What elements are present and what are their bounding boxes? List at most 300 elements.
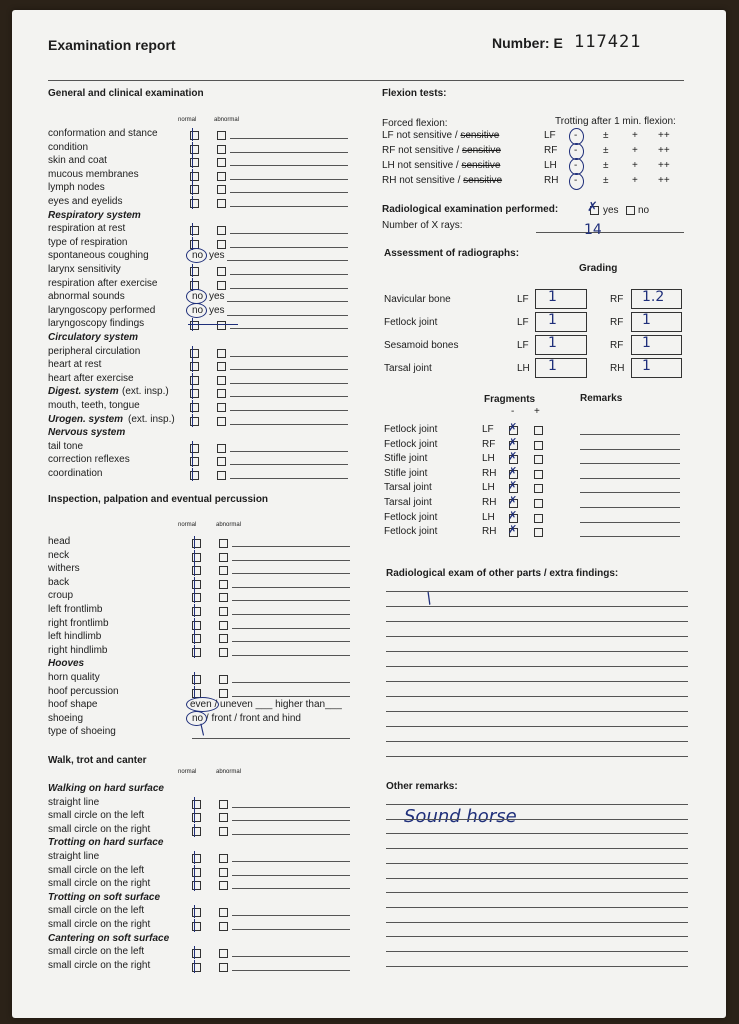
fragment-row-7-minus-mark: ✗ [508,523,518,537]
other-remarks-line-0[interactable] [386,804,688,805]
grading-row-1-label: Fetlock joint [384,317,438,328]
insp-8-abnormal-checkbox[interactable] [219,648,228,657]
resp-7-strike [188,324,238,325]
gen-1-line [230,152,348,153]
walk-3-1-abnormal-checkbox[interactable] [219,963,228,972]
grading-row-3-left-value[interactable]: 1 [548,358,557,374]
gen-4-normal-mark [192,182,193,195]
respiratory-heading: Respiratory system [48,209,141,221]
other-remarks-heading: Other remarks: [386,781,458,792]
insp-8-normal-mark [194,645,195,658]
gen-5-abnormal-checkbox[interactable] [217,199,226,208]
walk-1-1-abnormal-checkbox[interactable] [219,868,228,877]
grading-row-0-right-code: RF [610,294,624,305]
walk-2-1-normal-mark [194,919,195,932]
flexion-row-1-scale-3[interactable]: ++ [658,145,670,156]
walk-0-1-line [232,820,350,821]
hoof-0-abnormal-checkbox[interactable] [219,675,228,684]
grading-row-0-label: Navicular bone [384,294,451,305]
walk-0-0-abnormal-checkbox[interactable] [219,800,228,809]
inspection-heading: Inspection, palpation and eventual percussion [48,494,269,505]
resp-7-label: laryngoscopy findings [48,318,145,330]
nervous-heading: Nervous system [48,427,126,439]
insp-5-label: left frontlimb [48,604,103,615]
flexion-row-3-scale-3[interactable]: ++ [658,175,670,186]
grading-row-2-left-code: LF [517,340,529,351]
nerv-1-normal-mark [192,454,193,467]
flexion-row-0-scale-3[interactable]: ++ [658,130,670,141]
insp-1-abnormal-checkbox[interactable] [219,553,228,562]
resp-7-abnormal-checkbox[interactable] [217,321,226,330]
flexion-row-2-scale-2[interactable]: + [632,160,638,171]
resp-2-label: spontaneous coughing [48,250,149,262]
grading-row-3-left-box[interactable] [535,358,587,378]
insp-4-normal-mark [194,590,195,603]
shoeing-options: no / front / front and hind [192,712,301,724]
insp-7-label: left hindlimb [48,631,102,643]
fragment-row-4-label: Tarsal joint [384,482,432,494]
insp-6-line [232,628,350,629]
walk-1-0-line [232,861,350,862]
nerv-2-label: coordination [48,468,103,479]
gen-0-abnormal-checkbox[interactable] [217,131,226,140]
circ-0-abnormal-checkbox[interactable] [217,349,226,358]
circ-0-normal-mark [192,346,193,359]
hoof-0-line [232,682,350,683]
grading-row-0-right-value[interactable]: 1.2 [642,289,665,305]
resp-6-yes: yes [209,304,225,316]
urogen-suffix: (ext. insp.) [128,413,175,425]
resp-3-label: larynx sensitivity [48,264,121,275]
xrays-line [536,232,684,233]
mouth-abnormal-checkbox[interactable] [217,403,226,412]
fragment-row-6-label: Fetlock joint [384,511,438,523]
remarks-heading: Remarks [580,393,623,404]
insp-0-line [232,546,350,547]
urogen-line [230,424,348,425]
other-parts-line-1[interactable] [386,606,688,607]
resp-1-abnormal-checkbox[interactable] [217,240,226,249]
gen-1-normal-mark [192,142,193,155]
resp-2-yes: yes [209,250,225,262]
walk-3-1-line [232,970,350,971]
circ-0-label: peripheral circulation [48,345,141,357]
normal-col-label: normal [178,117,197,123]
insp-0-normal-mark [194,536,195,549]
grading-row-3-left-code: LH [517,363,530,374]
fragment-row-0-plus-checkbox[interactable] [534,426,543,435]
walk-0-1-label: small circle on the left [48,810,145,822]
type-of-shoeing-mark: / [196,722,209,739]
radiographs-heading: Assessment of radiographs: [384,248,520,259]
fragment-row-6-minus-mark: ✗ [508,508,518,522]
walk-normal-col-label: normal [178,769,197,775]
fragment-row-3-minus-mark: ✗ [508,464,518,478]
flexion-row-0-scale-1[interactable]: ± [603,130,609,141]
other-parts-line-8[interactable] [386,711,688,712]
gen-1-label: condition [48,141,89,153]
resp-3-normal-mark [192,264,193,277]
insp-5-abnormal-checkbox[interactable] [219,607,228,616]
fragment-row-4-minus-mark: ✗ [508,479,518,493]
grading-row-2-right-code: RF [610,340,624,351]
resp-3-line [230,274,348,275]
grading-row-0-left-value[interactable]: 1 [548,289,557,305]
nerv-2-abnormal-checkbox[interactable] [217,471,226,480]
fragment-row-2-code: LH [482,453,495,465]
other-parts-line-7[interactable] [386,696,688,697]
fragment-row-6-remarks-line[interactable] [580,522,680,523]
flexion-row-3-scale-1[interactable]: ± [603,175,609,186]
fragment-row-0-remarks-line[interactable] [580,434,680,435]
insp-8-label: right hindlimb [48,644,108,656]
resp-5-label: abnormal sounds [48,291,125,303]
gen-2-abnormal-checkbox[interactable] [217,158,226,167]
mouth-line [230,410,348,411]
gen-0-label: conformation and stance [48,128,158,139]
resp-4-abnormal-checkbox[interactable] [217,281,226,290]
fragment-row-2-minus-mark: ✗ [508,450,518,464]
flexion-row-1-label: RF not sensitive / sensitive [382,145,501,156]
fragment-row-4-remarks-line[interactable] [580,492,680,493]
other-remarks-line-1[interactable] [386,819,688,820]
other-remarks-line-2[interactable] [386,833,688,834]
walk-group-0-heading: Walking on hard surface [48,783,164,794]
fragment-row-3-code: RH [482,467,497,479]
other-parts-line-0[interactable] [386,591,688,592]
walk-group-2-heading: Trotting on soft surface [48,891,161,903]
insp-5-normal-mark [194,604,195,617]
gen-3-normal-mark [192,169,193,182]
other-remarks-line-8[interactable] [386,922,688,923]
resp-4-label: respiration after exercise [48,277,158,289]
other-remarks-line-11[interactable] [386,966,688,967]
walk-1-2-abnormal-checkbox[interactable] [219,881,228,890]
insp-6-label: right frontlimb [48,617,109,629]
resp-2-no-circle [186,248,207,263]
digest-abnormal-checkbox[interactable] [217,389,226,398]
walk-0-2-abnormal-checkbox[interactable] [219,827,228,836]
insp-3-label: back [48,576,70,588]
urogen-abnormal-checkbox[interactable] [217,417,226,426]
flexion-row-0-scale-0[interactable]: - [574,130,578,141]
other-remarks-line-4[interactable] [386,863,688,864]
forced-flexion-label: Forced flexion: [382,118,448,129]
insp-5-line [232,614,350,615]
xrays-value[interactable]: 14 [584,222,602,238]
grading-row-0-left-code: LF [517,294,529,305]
flexion-row-2-label: LH not sensitive / sensitive [382,160,501,171]
other-remarks-line-7[interactable] [386,907,688,908]
grading-row-2-right-value[interactable]: 1 [642,335,651,351]
fragment-row-5-remarks-line[interactable] [580,507,680,508]
circ-2-label: heart after exercise [48,372,134,384]
nerv-2-normal-mark [192,468,193,481]
fragment-row-1-remarks-line[interactable] [580,449,680,450]
walk-3-0-abnormal-checkbox[interactable] [219,949,228,958]
walk-2-1-line [232,929,350,930]
type-of-shoeing-line [192,738,350,739]
walk-1-1-label: small circle on the left [48,864,145,876]
fragment-row-4-plus-checkbox[interactable] [534,484,543,493]
resp-3-abnormal-checkbox[interactable] [217,267,226,276]
walk-1-2-line [232,888,350,889]
walk-0-1-abnormal-checkbox[interactable] [219,813,228,822]
walk-1-1-normal-mark [194,865,195,878]
gen-1-abnormal-checkbox[interactable] [217,145,226,154]
fragment-row-2-plus-checkbox[interactable] [534,455,543,464]
gen-4-label: lymph nodes [48,182,105,194]
fragment-row-1-code: RF [482,438,496,450]
xrays-label: Number of X rays: [382,220,463,231]
flexion-row-3-scale-0[interactable]: - [574,175,578,186]
hoof-0-label: horn quality [48,672,100,683]
resp-2-line [227,260,348,261]
resp-0-abnormal-checkbox[interactable] [217,226,226,235]
insp-7-line [232,641,350,642]
insp-1-normal-mark [194,550,195,563]
fragment-row-5-plus-checkbox[interactable] [534,499,543,508]
walk-0-0-normal-mark [194,797,195,810]
fragment-row-2-label: Stifle joint [384,453,428,465]
grading-row-2-label: Sesamoid bones [384,340,459,351]
walk-group-1-heading: Trotting on hard surface [48,837,164,849]
gen-4-abnormal-checkbox[interactable] [217,185,226,194]
other-remarks-line-3[interactable] [386,848,688,849]
gen-2-line [230,165,348,166]
hoof-shape-label: hoof shape [48,699,98,711]
other-parts-line-4[interactable] [386,651,688,652]
insp-2-abnormal-checkbox[interactable] [219,566,228,575]
fragment-row-3-label: Stifle joint [384,467,428,479]
fragment-row-0-minus-mark: ✗ [508,421,518,434]
flexion-row-1-scale-0[interactable]: - [574,145,578,156]
resp-2-no: no [192,250,204,262]
walk-3-1-normal-mark [194,960,195,973]
other-remarks-line-5[interactable] [386,878,688,879]
flexion-row-0-code: LF [544,130,556,141]
flexion-row-3-label: RH not sensitive / sensitive [382,175,503,186]
other-parts-heading: Radiological exam of other parts / extra findings: [386,568,619,579]
gen-2-label: skin and coat [48,155,107,167]
walk-2-0-abnormal-checkbox[interactable] [219,908,228,917]
walk-0-0-line [232,807,350,808]
insp-4-line [232,600,350,601]
walk-2-0-line [232,915,350,916]
urogen-heading: Urogen. system [48,413,124,425]
walk-group-3-heading: Cantering on soft surface [48,932,170,944]
walk-0-0-label: straight line [48,796,100,808]
walk-0-2-label: small circle on the right [48,823,151,835]
insp-6-abnormal-checkbox[interactable] [219,621,228,630]
resp-6-label: laryngoscopy performed [48,304,156,316]
digest-normal-mark [192,386,193,399]
grading-row-1-left-code: LF [517,317,529,328]
other-parts-line-6[interactable] [386,681,688,682]
radiology-no-label: no [638,205,650,216]
flexion-row-2-scale-3[interactable]: ++ [658,160,670,171]
fragment-row-6-plus-checkbox[interactable] [534,514,543,523]
other-remarks-value[interactable]: Sound horse [404,806,517,827]
flexion-row-3-code: RH [544,175,559,186]
fragment-row-3-plus-checkbox[interactable] [534,470,543,479]
resp-1-line [230,247,348,248]
insp-normal-col-label: normal [178,522,197,528]
hoof-1-abnormal-checkbox[interactable] [219,689,228,698]
flexion-row-2-scale-1[interactable]: ± [603,160,609,171]
type-of-shoeing-label: type of shoeing [48,726,116,738]
grading-row-2-left-box[interactable] [535,335,587,355]
fragment-row-1-plus-checkbox[interactable] [534,441,543,450]
other-parts-line-11[interactable] [386,756,688,757]
insp-7-normal-mark [194,631,195,644]
gen-3-label: mucous membranes [48,168,139,180]
flexion-row-1-scale-1[interactable]: ± [603,145,609,156]
fragment-row-4-code: LH [482,482,495,494]
insp-abnormal-col-label: abnormal [216,522,242,528]
resp-0-normal-mark [192,223,193,236]
insp-2-label: withers [48,563,80,575]
grading-row-1-right-code: RF [610,317,624,328]
resp-0-label: respiration at rest [48,223,126,235]
flexion-row-2-scale-0[interactable]: - [574,160,578,171]
number-label: Number: E [492,35,563,51]
grading-row-1-left-value[interactable]: 1 [548,312,557,328]
flexion-row-3-scale-2[interactable]: + [632,175,638,186]
grading-row-1-right-box[interactable] [631,312,682,332]
flexion-row-2-code: LH [544,160,557,171]
report-title: Examination report [48,37,176,53]
nerv-0-label: tail tone [48,440,84,452]
other-parts-line-9[interactable] [386,726,688,727]
walk-1-1-line [232,875,350,876]
circ-0-line [230,356,348,357]
circ-1-label: heart at rest [48,359,102,371]
circ-2-line [230,383,348,384]
radiology-yes-mark: ✗ [587,200,598,215]
shoeing-label: shoeing [48,712,84,724]
resp-6-no: no [192,304,204,316]
fragment-row-3-remarks-line[interactable] [580,478,680,479]
nerv-0-line [230,451,348,452]
insp-3-normal-mark [194,577,195,590]
grading-row-0-left-box[interactable] [535,289,587,309]
report-number: 117421 [574,32,642,52]
digest-line [230,396,348,397]
nerv-0-normal-mark [192,441,193,454]
walk-0-1-normal-mark [194,810,195,823]
mouth-label: mouth, teeth, tongue [48,400,140,411]
fragment-row-6-code: LH [482,511,495,523]
other-remarks-line-9[interactable] [386,936,688,937]
insp-6-normal-mark [194,618,195,631]
gen-4-line [230,192,348,193]
fragments-plus: + [534,406,540,417]
flexion-row-1-code: RF [544,145,558,156]
walk-3-0-normal-mark [194,946,195,959]
insp-1-line [232,560,350,561]
radiology-yes-label: yes [603,205,619,216]
grading-row-1-right-value[interactable]: 1 [642,312,651,328]
grading-row-2-right-box[interactable] [631,335,682,355]
hoof-shape-options: even / uneven ___ higher than___ [190,699,342,711]
circ-1-abnormal-checkbox[interactable] [217,362,226,371]
walk-3-0-label: small circle on the left [48,946,145,958]
resp-6-no-circle [186,303,207,318]
urogen-normal-mark [192,414,193,427]
walk-2-0-normal-mark [194,905,195,918]
insp-4-abnormal-checkbox[interactable] [219,593,228,602]
fragments-heading: Fragments [484,394,536,405]
gen-2-normal-mark [192,155,193,168]
mouth-normal-mark [192,400,193,413]
walk-1-0-normal-mark [194,851,195,864]
other-parts-line-3[interactable] [386,636,688,637]
radiology-no-checkbox[interactable] [626,206,635,215]
grading-row-3-right-value[interactable]: 1 [642,358,651,374]
nerv-0-abnormal-checkbox[interactable] [217,444,226,453]
fragment-row-5-minus-mark: ✗ [508,494,518,507]
insp-2-normal-mark [194,563,195,576]
walk-3-1-label: small circle on the right [48,959,151,971]
general-heading: General and clinical examination [48,88,204,99]
other-parts-dash-mark: / [422,587,436,608]
circ-2-abnormal-checkbox[interactable] [217,376,226,385]
nerv-1-line [230,464,348,465]
circulatory-heading: Circulatory system [48,332,139,343]
grading-row-1-left-box[interactable] [535,312,587,332]
other-remarks-line-10[interactable] [386,951,688,952]
insp-3-line [232,587,350,588]
walk-heading: Walk, trot and canter [48,755,147,766]
nerv-1-abnormal-checkbox[interactable] [217,457,226,466]
hoof-1-label: hoof percussion [48,685,119,697]
fragment-row-7-plus-checkbox[interactable] [534,528,543,537]
walk-1-2-normal-mark [194,878,195,891]
other-parts-line-5[interactable] [386,666,688,667]
grading-row-2-left-value[interactable]: 1 [548,335,557,351]
gen-3-abnormal-checkbox[interactable] [217,172,226,181]
gen-0-line [230,138,348,139]
other-parts-line-10[interactable] [386,741,688,742]
radiology-performed-label: Radiological examination performed: [382,204,559,215]
grading-label: Grading [579,263,618,274]
resp-7-line [230,328,348,329]
hooves-heading: Hooves [48,658,85,670]
fragment-row-7-remarks-line[interactable] [580,536,680,537]
trotting-label: Trotting after 1 min. flexion: [555,116,676,127]
insp-2-line [232,573,350,574]
grading-row-3-label: Tarsal joint [384,363,432,374]
grading-row-3-right-box[interactable] [631,358,682,378]
insp-3-abnormal-checkbox[interactable] [219,580,228,589]
digest-heading: Digest. system [48,386,119,398]
insp-4-label: croup [48,590,74,602]
fragment-row-0-code: LF [482,424,494,435]
other-parts-line-2[interactable] [386,621,688,622]
flexion-row-0-scale-2[interactable]: + [632,130,638,141]
flexion-row-1-scale-2[interactable]: + [632,145,638,156]
insp-0-abnormal-checkbox[interactable] [219,539,228,548]
other-remarks-line-6[interactable] [386,892,688,893]
walk-1-0-abnormal-checkbox[interactable] [219,854,228,863]
fragment-row-2-remarks-line[interactable] [580,463,680,464]
flexion-heading: Flexion tests: [382,88,447,99]
insp-0-label: head [48,536,71,547]
insp-7-abnormal-checkbox[interactable] [219,634,228,643]
walk-2-1-abnormal-checkbox[interactable] [219,922,228,931]
resp-1-label: type of respiration [48,236,128,248]
